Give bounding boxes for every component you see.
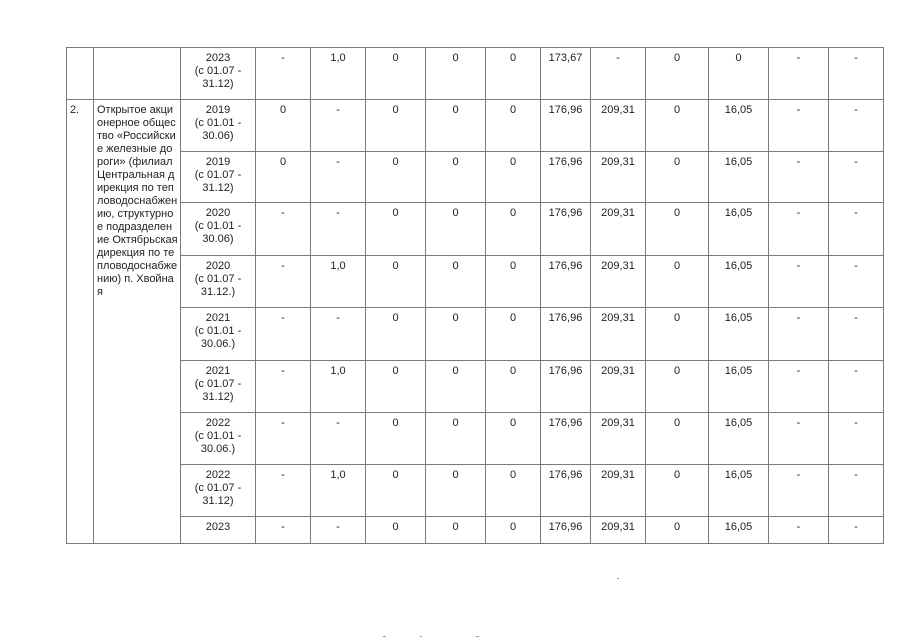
value-cell: 0	[646, 256, 709, 308]
value-cell: 0	[256, 100, 311, 152]
value-cell: -	[829, 413, 884, 465]
value-cell: 0	[646, 517, 709, 544]
value-cell: 0	[366, 100, 426, 152]
value-cell: 16,05	[709, 100, 769, 152]
value-cell: -	[311, 152, 366, 203]
value-cell: 0	[646, 413, 709, 465]
value-cell: 0	[366, 256, 426, 308]
value-cell: -	[829, 256, 884, 308]
value-cell: 0	[366, 48, 426, 100]
value-cell: 0	[646, 465, 709, 517]
period-cell: 2020 (с 01.07 - 31.12.)	[181, 256, 256, 308]
value-cell: 0	[646, 203, 709, 256]
value-cell: 0	[426, 100, 486, 152]
value-cell: 0	[646, 152, 709, 203]
table-row	[67, 203, 884, 256]
table-row	[67, 152, 884, 203]
period-cell: 2021 (с 01.01 - 30.06.)	[181, 308, 256, 361]
value-cell: 0	[426, 256, 486, 308]
table-row	[67, 361, 884, 413]
period-cell: 2022 (с 01.01 - 30.06.)	[181, 413, 256, 465]
value-cell: 0	[366, 413, 426, 465]
value-cell: 0	[709, 48, 769, 100]
period-cell: 2019 (с 01.07 - 31.12)	[181, 152, 256, 203]
value-cell: -	[311, 413, 366, 465]
value-cell: 176,96	[541, 100, 591, 152]
period-cell: 2019 (с 01.01 - 30.06)	[181, 100, 256, 152]
value-cell: 0	[486, 256, 541, 308]
value-cell: 16,05	[709, 413, 769, 465]
table-row	[67, 256, 884, 308]
tariff-table	[66, 47, 884, 544]
value-cell: 209,31	[591, 413, 646, 465]
value-cell: -	[769, 465, 829, 517]
value-cell: -	[829, 361, 884, 413]
value-cell: 0	[426, 152, 486, 203]
value-cell: 1,0	[311, 48, 366, 100]
value-cell: 0	[366, 152, 426, 203]
value-cell: -	[829, 152, 884, 203]
value-cell: 176,96	[541, 413, 591, 465]
value-cell: -	[256, 308, 311, 361]
value-cell: 0	[366, 203, 426, 256]
value-cell: 16,05	[709, 203, 769, 256]
value-cell: -	[829, 100, 884, 152]
period-cell: 2020 (с 01.01 - 30.06)	[181, 203, 256, 256]
table-row	[67, 48, 884, 100]
value-cell: -	[256, 465, 311, 517]
value-cell: -	[769, 256, 829, 308]
value-cell: 0	[426, 203, 486, 256]
period-cell: 2023	[181, 517, 256, 544]
value-cell: -	[769, 100, 829, 152]
table-body	[67, 48, 884, 544]
value-cell: 0	[486, 517, 541, 544]
table-row	[67, 465, 884, 517]
value-cell: 16,05	[709, 465, 769, 517]
value-cell: 173,67	[541, 48, 591, 100]
value-cell: 209,31	[591, 465, 646, 517]
value-cell: -	[311, 517, 366, 544]
value-cell: -	[769, 203, 829, 256]
value-cell: 0	[426, 517, 486, 544]
value-cell: 0	[486, 152, 541, 203]
value-cell: 0	[256, 152, 311, 203]
value-cell: 0	[366, 465, 426, 517]
scan-speck	[420, 636, 422, 637]
period-cell: 2023 (с 01.07 - 31.12)	[181, 48, 256, 100]
value-cell: 0	[426, 361, 486, 413]
value-cell: 209,31	[591, 152, 646, 203]
value-cell: 209,31	[591, 517, 646, 544]
value-cell: 0	[426, 413, 486, 465]
value-cell: -	[591, 48, 646, 100]
value-cell: 0	[486, 413, 541, 465]
value-cell: 209,31	[591, 308, 646, 361]
value-cell: 1,0	[311, 256, 366, 308]
value-cell: 176,96	[541, 465, 591, 517]
value-cell: -	[311, 100, 366, 152]
value-cell: 0	[366, 308, 426, 361]
scan-speck	[476, 636, 479, 637]
table-row	[67, 517, 884, 544]
organization-name-cell: Открытое акционерное общество «Российские железные дороги» (филиал Центральная дирекция по тепловодоснабжению, структурное подразделение Октябрьская дирекция по тепловодоснабжению) п. Хвойная	[94, 100, 181, 544]
value-cell: 0	[486, 361, 541, 413]
value-cell: 0	[486, 308, 541, 361]
value-cell: 176,96	[541, 517, 591, 544]
value-cell: 0	[486, 203, 541, 256]
value-cell: 209,31	[591, 203, 646, 256]
value-cell: 16,05	[709, 256, 769, 308]
value-cell: -	[769, 413, 829, 465]
value-cell: 0	[646, 361, 709, 413]
value-cell: 176,96	[541, 152, 591, 203]
value-cell: 0	[426, 48, 486, 100]
value-cell: 16,05	[709, 361, 769, 413]
value-cell: 0	[646, 100, 709, 152]
value-cell: -	[256, 517, 311, 544]
value-cell: 0	[486, 465, 541, 517]
value-cell: 176,96	[541, 203, 591, 256]
value-cell: -	[256, 413, 311, 465]
value-cell: -	[829, 517, 884, 544]
value-cell: 16,05	[709, 152, 769, 203]
value-cell: 16,05	[709, 308, 769, 361]
value-cell: -	[311, 308, 366, 361]
value-cell: 0	[366, 517, 426, 544]
value-cell: -	[256, 361, 311, 413]
value-cell: -	[829, 308, 884, 361]
table-row	[67, 413, 884, 465]
value-cell: 0	[426, 465, 486, 517]
value-cell: -	[829, 203, 884, 256]
value-cell: 209,31	[591, 361, 646, 413]
value-cell: 0	[486, 100, 541, 152]
value-cell: -	[829, 48, 884, 100]
value-cell: -	[256, 203, 311, 256]
value-cell: 0	[646, 48, 709, 100]
value-cell: 0	[646, 308, 709, 361]
row-number-cell: 2.	[67, 100, 94, 544]
value-cell: 209,31	[591, 100, 646, 152]
value-cell: 1,0	[311, 465, 366, 517]
value-cell: -	[769, 517, 829, 544]
scan-speck	[617, 578, 619, 579]
value-cell: -	[256, 256, 311, 308]
organization-name-cell	[94, 48, 181, 100]
value-cell: -	[769, 48, 829, 100]
value-cell: -	[311, 203, 366, 256]
value-cell: 16,05	[709, 517, 769, 544]
scan-speck	[383, 636, 386, 637]
table-row	[67, 308, 884, 361]
value-cell: 1,0	[311, 361, 366, 413]
period-cell: 2022 (с 01.07 - 31.12)	[181, 465, 256, 517]
value-cell: 176,96	[541, 308, 591, 361]
value-cell: -	[829, 465, 884, 517]
row-number-cell	[67, 48, 94, 100]
value-cell: -	[769, 152, 829, 203]
value-cell: -	[256, 48, 311, 100]
period-cell: 2021 (с 01.07 - 31.12)	[181, 361, 256, 413]
value-cell: -	[769, 361, 829, 413]
value-cell: 176,96	[541, 256, 591, 308]
value-cell: 0	[486, 48, 541, 100]
table-row	[67, 100, 884, 152]
value-cell: 0	[426, 308, 486, 361]
value-cell: 209,31	[591, 256, 646, 308]
value-cell: -	[769, 308, 829, 361]
value-cell: 176,96	[541, 361, 591, 413]
value-cell: 0	[366, 361, 426, 413]
